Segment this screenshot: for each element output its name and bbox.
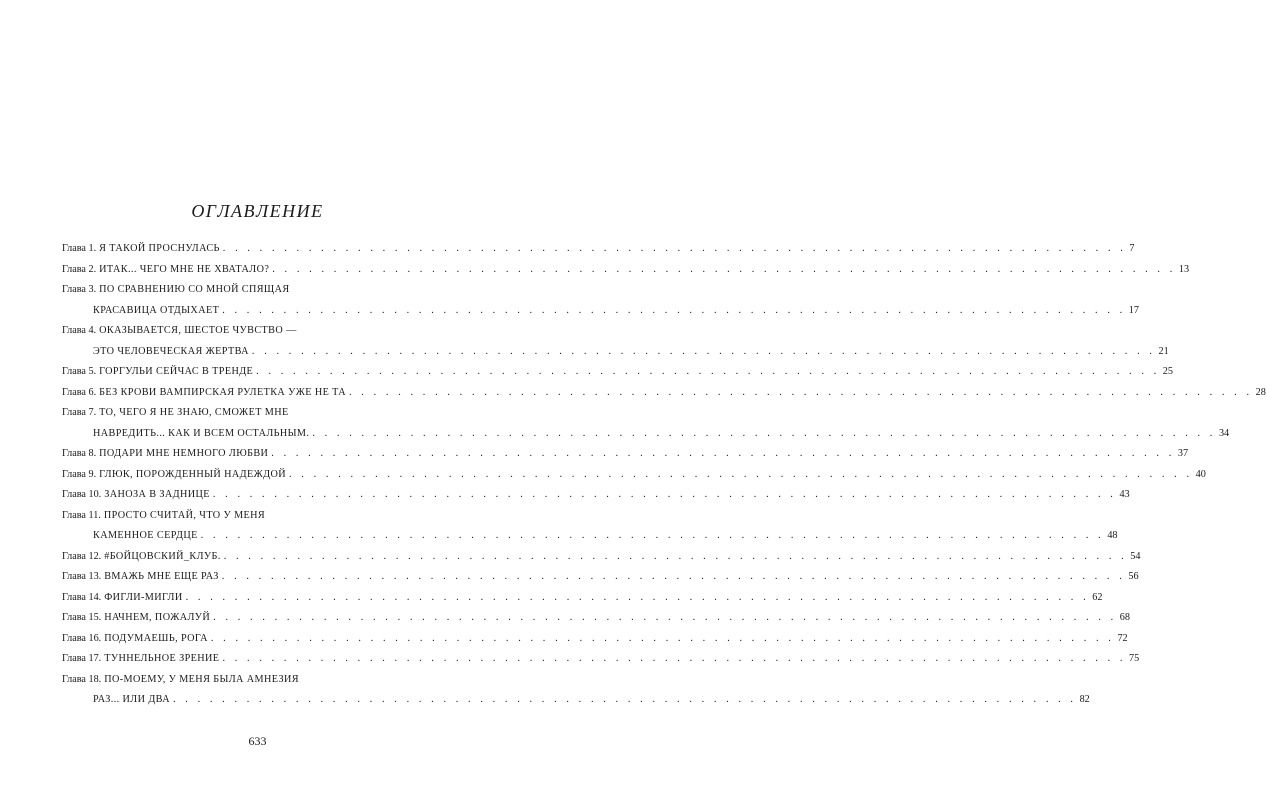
toc-entry — [62, 588, 1103, 609]
chapter-number: Глава 6. — [62, 386, 97, 398]
chapter-number: Глава 9. — [62, 468, 97, 480]
toc-entry-line — [62, 321, 438, 342]
chapter-title: #БОЙЦОВСКИЙ_КЛУБ. — [104, 550, 221, 562]
toc-entry — [62, 506, 1118, 547]
chapter-title: ТО, ЧЕГО Я НЕ ЗНАЮ, СМОЖЕТ МНЕ — [99, 407, 289, 418]
toc-entry — [62, 321, 1169, 362]
chapter-number: Глава 18. — [62, 673, 102, 685]
toc-entry — [62, 629, 1128, 650]
toc-entry — [62, 465, 1206, 486]
dot-leader — [272, 260, 1176, 281]
chapter-title: ТУННЕЛЬНОЕ ЗРЕНИЕ — [104, 653, 220, 664]
toc-entry-line — [62, 567, 1139, 588]
dot-leader — [312, 424, 1216, 445]
dot-leader — [213, 485, 1117, 506]
toc-entry-line-continued — [62, 301, 1139, 322]
chapter-page-number: 43 — [1119, 489, 1130, 500]
chapter-page-number: 72 — [1117, 632, 1128, 644]
dot-leader — [213, 608, 1117, 629]
chapter-title: ЗАНОЗА В ЗАДНИЦЕ — [104, 489, 210, 500]
chapter-number: Глава 1. — [62, 243, 97, 254]
toc-entry — [62, 547, 1141, 568]
chapter-number: Глава 5. — [62, 366, 97, 377]
chapter-title: Я ТАКОЙ ПРОСНУЛАСЬ — [99, 243, 220, 254]
chapter-title: НАЧНЕМ, ПОЖАЛУЙ — [104, 612, 211, 623]
chapter-number: Глава 11. — [62, 509, 101, 521]
chapter-page-number: 28 — [1255, 386, 1266, 398]
toc-entry-text — [62, 321, 297, 342]
chapter-title: ЭТО ЧЕЛОВЕЧЕСКАЯ ЖЕРТВА — [93, 345, 249, 357]
chapter-page-number: 34 — [1218, 427, 1230, 439]
page-number: 633 — [248, 734, 267, 748]
chapter-number: Глава 2. — [62, 263, 97, 275]
chapter-title: ПО СРАВНЕНИЮ СО МНОЙ СПЯЩАЯ — [99, 284, 290, 295]
toc-entry-text — [62, 485, 210, 506]
chapter-page-number: 48 — [1107, 530, 1118, 541]
toc-entry — [62, 362, 1173, 383]
toc-entry-text — [62, 465, 286, 486]
toc-entry — [62, 567, 1139, 588]
chapter-page-number: 37 — [1177, 448, 1189, 459]
toc-entry — [62, 444, 1189, 465]
chapter-number: Глава 16. — [62, 632, 102, 644]
dot-leader — [289, 465, 1193, 486]
chapter-title: НАВРЕДИТЬ... КАК И ВСЕМ ОСТАЛЬНЫМ. — [93, 427, 310, 439]
chapter-title: ИТАК... ЧЕГО МНЕ НЕ ХВАТАЛО? — [99, 263, 270, 275]
toc-entry-line — [62, 260, 1190, 281]
chapter-page-number: 7 — [1129, 243, 1135, 254]
chapter-number: Глава 3. — [62, 284, 97, 295]
chapter-number: Глава 7. — [62, 407, 97, 418]
toc-entry-text — [62, 567, 219, 588]
chapter-page-number: 82 — [1079, 694, 1090, 705]
chapter-title: КАМЕННОЕ СЕРДЦЕ — [93, 530, 198, 541]
chapter-title: РАЗ... ИЛИ ДВА — [93, 694, 170, 705]
chapter-title: ПРОСТО СЧИТАЙ, ЧТО У МЕНЯ — [103, 509, 266, 521]
toc-entry-text — [62, 608, 210, 629]
chapter-number: Глава 17. — [62, 653, 102, 664]
chapter-title: ПО-МОЕМУ, У МЕНЯ БЫЛА АМНЕЗИЯ — [104, 673, 299, 685]
toc-entry — [62, 649, 1140, 670]
chapter-page-number: 56 — [1128, 571, 1139, 582]
toc-entry-line — [62, 649, 1140, 670]
chapter-number: Глава 8. — [62, 448, 97, 459]
toc-entry-text — [62, 362, 253, 383]
chapter-title: ПОДАРИ МНЕ НЕМНОГО ЛЮБВИ — [99, 448, 269, 459]
dot-leader — [186, 588, 1090, 609]
toc-entry-line — [62, 403, 438, 424]
toc-entry — [62, 403, 1230, 444]
toc-entry-text — [62, 547, 221, 568]
toc-entry-line — [62, 629, 1128, 650]
toc-entry-line — [62, 444, 1189, 465]
dot-leader — [211, 629, 1115, 650]
chapter-title: ГОРГУЛЬИ СЕЙЧАС В ТРЕНДЕ — [99, 366, 254, 377]
toc-entry-line — [62, 506, 438, 527]
chapter-page-number: 40 — [1195, 468, 1206, 480]
toc-entry-text — [62, 629, 208, 650]
chapter-title: БЕЗ КРОВИ ВАМПИРСКАЯ РУЛЕТКА УЖЕ НЕ ТА — [99, 386, 347, 398]
toc-entry — [62, 280, 1139, 321]
toc-entry-line — [62, 362, 1173, 383]
toc-entry-line — [62, 547, 1141, 568]
chapter-page-number: 62 — [1092, 591, 1103, 603]
toc-entry-line — [62, 239, 1135, 260]
toc-entry-text — [62, 670, 299, 691]
toc-entry-text — [62, 444, 268, 465]
dot-leader — [252, 342, 1156, 363]
dot-leader — [256, 362, 1160, 383]
table-of-contents — [62, 239, 1266, 711]
chapter-number: Глава 4. — [62, 325, 97, 336]
toc-entry-line — [62, 280, 438, 301]
dot-leader — [222, 567, 1126, 588]
chapter-title: ФИГЛИ-МИГЛИ — [104, 591, 183, 603]
toc-entry-line — [62, 670, 438, 691]
toc-entry-line — [62, 465, 1206, 486]
toc-entry-text — [62, 383, 346, 404]
toc-entry-line-continued — [62, 342, 1169, 363]
toc-entry-line-continued — [62, 690, 1090, 711]
chapter-number: Глава 15. — [62, 612, 102, 623]
dot-leader — [222, 649, 1126, 670]
toc-entry-text — [93, 301, 219, 322]
toc-entry-line — [62, 485, 1130, 506]
toc-entry-text — [62, 649, 219, 670]
dot-leader — [224, 547, 1128, 568]
dot-leader — [173, 690, 1077, 711]
toc-entry — [62, 485, 1130, 506]
toc-entry-text — [93, 424, 309, 445]
chapter-page-number: 75 — [1129, 653, 1140, 664]
chapter-number: Глава 14. — [62, 591, 102, 603]
chapter-page-number: 13 — [1178, 263, 1190, 275]
toc-entry-text — [62, 506, 265, 527]
chapter-title: ОКАЗЫВАЕТСЯ, ШЕСТОЕ ЧУВСТВО — — [99, 325, 297, 336]
toc-entry — [62, 239, 1135, 260]
toc-entry-line — [62, 383, 1266, 404]
toc-title: ОГЛАВЛЕНИЕ — [191, 201, 324, 221]
toc-entry — [62, 383, 1266, 404]
chapter-title: ПОДУМАЕШЬ, РОГА — [104, 632, 208, 644]
chapter-page-number: 21 — [1158, 345, 1169, 357]
chapter-title: ВМАЖЬ МНЕ ЕЩЕ РАЗ — [104, 571, 219, 582]
toc-entry-line — [62, 608, 1130, 629]
dot-leader — [271, 444, 1175, 465]
toc-entry-text — [62, 280, 290, 301]
chapter-number: Глава 12. — [62, 550, 102, 562]
toc-entry — [62, 608, 1130, 629]
toc-entry-text — [93, 690, 170, 711]
toc-entry-line-continued — [62, 526, 1118, 547]
toc-entry — [62, 260, 1190, 281]
toc-entry-text — [62, 588, 183, 609]
dot-leader — [222, 301, 1126, 322]
toc-entry-text — [62, 260, 269, 281]
chapter-title: ГЛЮК, ПОРОЖДЕННЫЙ НАДЕЖДОЙ — [99, 468, 287, 480]
toc-entry — [62, 670, 1090, 711]
chapter-number: Глава 10. — [62, 489, 102, 500]
toc-entry-line — [62, 588, 1103, 609]
chapter-page-number: 17 — [1128, 304, 1139, 316]
toc-entry-text — [93, 526, 198, 547]
dot-leader — [349, 383, 1253, 404]
chapter-title: КРАСАВИЦА ОТДЫХАЕТ — [93, 304, 220, 316]
dot-leader — [201, 526, 1105, 547]
toc-entry-text — [93, 342, 249, 363]
chapter-page-number: 25 — [1162, 366, 1173, 377]
chapter-number: Глава 13. — [62, 571, 102, 582]
toc-entry-line-continued — [62, 424, 1230, 445]
toc-entry-text — [62, 403, 289, 424]
toc-entry-text — [62, 239, 220, 260]
chapter-page-number: 54 — [1130, 550, 1141, 562]
dot-leader — [223, 239, 1127, 260]
chapter-page-number: 68 — [1119, 612, 1130, 623]
